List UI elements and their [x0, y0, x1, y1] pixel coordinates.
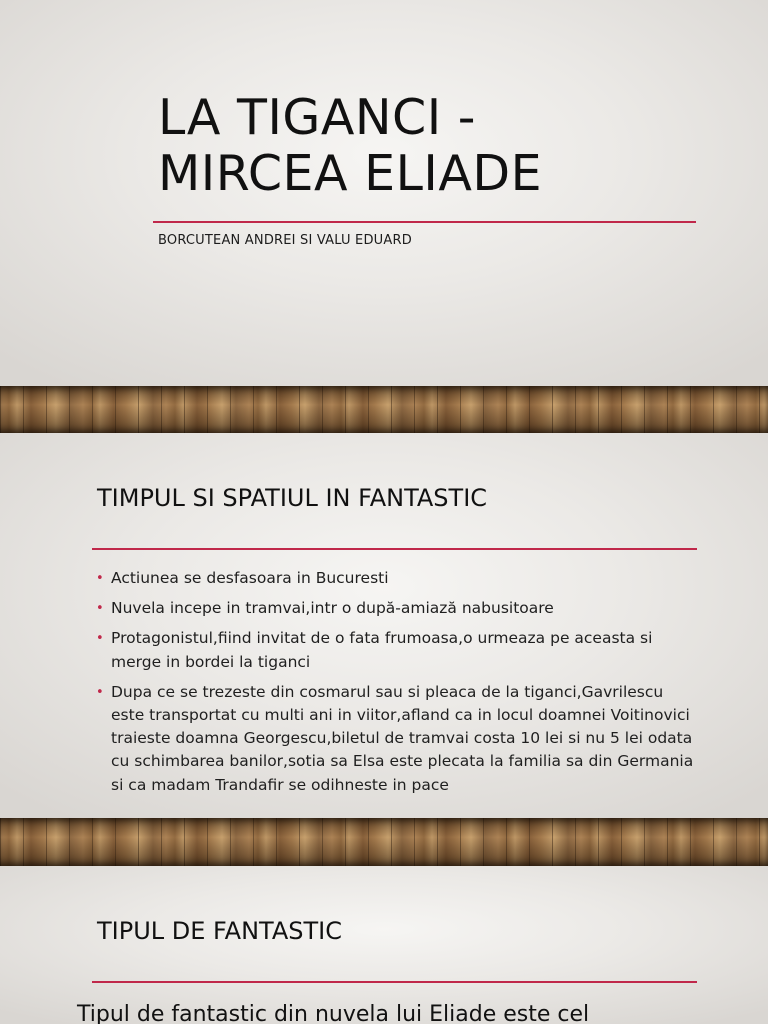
body-text: Tipul de fantastic din nuvela lui Eliade este cel: [77, 1002, 590, 1024]
list-item-text: Protagonistul,fiind invitat de o fata frumoasa,o urmeaza pe aceasta si merge in bordei la tiganci: [111, 629, 653, 671]
content-slide-fantastic-type: [0, 866, 768, 1024]
list-item-text: Nuvela incepe in tramvai,intr o după-amiază nabusitoare: [111, 599, 554, 618]
presentation-title: [158, 90, 718, 202]
bullet-icon: •: [96, 571, 104, 586]
bullet-list: [96, 567, 696, 804]
title-line-2: MIRCEA ELIADE: [158, 145, 543, 202]
title-line-1: LA TIGANCI -: [158, 89, 476, 146]
bullet-icon: •: [96, 684, 104, 700]
bullet-icon: •: [96, 601, 104, 617]
authors-subtitle: BORCUTEAN ANDREI SI VALU EDUARD: [158, 233, 412, 248]
title-slide: [0, 0, 768, 386]
list-item: [96, 627, 696, 673]
wood-floor-divider: [0, 386, 768, 433]
slide-heading: TIPUL DE FANTASTIC: [97, 917, 342, 945]
slide-heading: TIMPUL SI SPATIUL IN FANTASTIC: [97, 484, 488, 512]
title-divider: [153, 221, 696, 223]
list-item-text: Actiunea se desfasoara in Bucuresti: [111, 569, 389, 587]
list-item-text: Dupa ce se trezeste din cosmarul sau si pleaca de la tiganci,Gavrilescu este transportat cu multi ani in viitor,afland ca in locul doamnei Voitinovici traieste doamna Georgescu,biletul de tramvai costa 10 lei si nu 5 lei odata cu schimbarea banilor,sotia sa Elsa este plecata la familia sa din Germania si ca madam Trandafir se odihneste in pace: [111, 682, 694, 794]
bullet-icon: •: [96, 631, 104, 647]
list-item: [96, 597, 696, 620]
wood-floor-divider: [0, 818, 768, 866]
list-item: [96, 681, 696, 797]
content-slide-time-space: [0, 433, 768, 818]
heading-divider: [92, 548, 697, 550]
list-item: [96, 567, 696, 590]
heading-divider: [92, 981, 697, 983]
